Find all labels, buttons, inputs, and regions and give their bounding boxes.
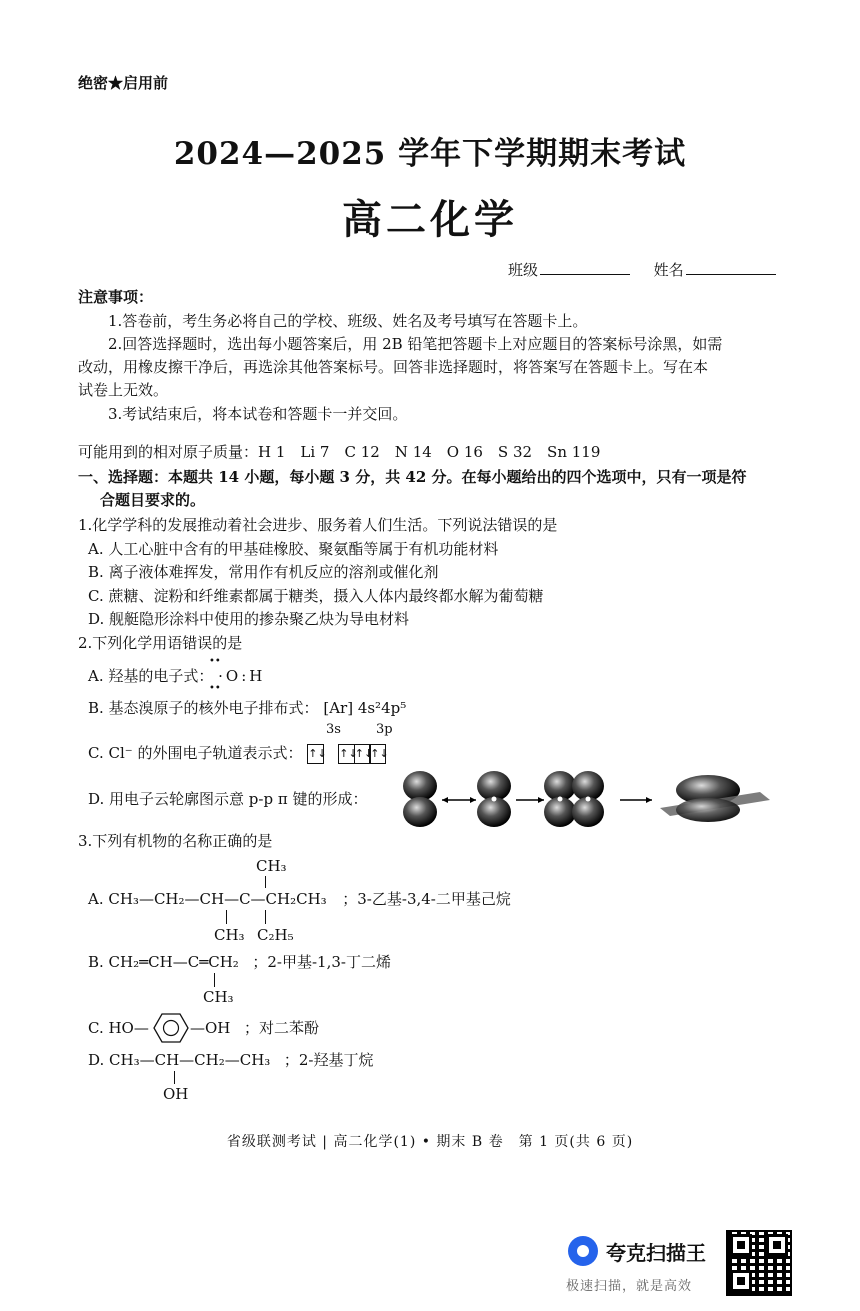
q1-option-d: D. 舰艇隐形涂料中使用的掺杂聚乙炔为导电材料 xyxy=(88,610,410,628)
class-name-fields xyxy=(508,259,776,281)
atomic-masses: 可能用到的相对原子质量：H 1 Li 7 C 12 N 14 O 16 S 32 Sn 119 xyxy=(78,443,601,461)
note-2-line-1: 2.回答选择题时，选出每小题答案后，用 2B 铅笔把答题卡上对应题目的答案标号涂黑，如需 xyxy=(108,335,723,353)
q1-option-a: A. 人工心脏中含有的甲基硅橡胶、聚氨酯等属于有机功能材料 xyxy=(88,540,499,558)
confidential-label: 绝密★启用前 xyxy=(78,74,169,92)
arrow-1 xyxy=(442,797,476,803)
quark-logo-icon xyxy=(568,1236,598,1266)
q3-a-bottom-substituent-2: C₂H₅ xyxy=(257,926,294,944)
q2-b-formula: [Ar] 4s²4p⁵ xyxy=(323,699,407,717)
q3-b-bond-down xyxy=(214,973,215,987)
q2-option-d: D. 用电子云轮廓图示意 p-p π 键的形成： xyxy=(88,790,368,808)
q2-c-3s-label: 3s xyxy=(326,722,341,737)
p-orbital-overlap xyxy=(544,771,604,827)
orbital-box-3s: ↑↓ xyxy=(307,744,324,764)
scanner-brand: 夸克扫描王 xyxy=(606,1241,706,1265)
pi-bond-result xyxy=(660,775,770,822)
q2-c-label: C. Cl⁻ 的外围电子轨道表示式： xyxy=(88,744,303,762)
q3-d-formula: D. CH₃—CH—CH₂—CH₃ xyxy=(88,1051,271,1069)
orbital-box-3p-1: ↑↓ xyxy=(338,744,355,764)
q2-option-b xyxy=(88,697,406,719)
q3-b-name: ；2-甲基-1,3-丁二烯 xyxy=(252,953,391,971)
name-blank xyxy=(686,260,776,275)
q2-c-3p-label: 3p xyxy=(376,722,393,737)
q1-stem: 1.化学学科的发展推动着社会进步、服务着人们生活。下列说法错误的是 xyxy=(78,516,558,534)
q3-a-top-substituent: CH₃ xyxy=(256,857,287,875)
q3-a-bond-down-1 xyxy=(226,910,227,924)
notes-heading: 注意事项： xyxy=(78,288,154,306)
arrow-3 xyxy=(620,797,652,803)
q2-option-c xyxy=(88,742,389,764)
q2-option-a xyxy=(88,665,265,687)
orbital-box-3p-2: ↑↓ xyxy=(354,744,371,764)
p-orbital-left xyxy=(403,771,437,827)
q3-b-bottom-substituent: CH₃ xyxy=(203,988,234,1006)
q3-c-right: —OH xyxy=(190,1019,231,1037)
q2-a-formula: ·O:H xyxy=(218,667,266,685)
q2-b-label: B. 基态溴原子的核外电子排布式： xyxy=(88,699,319,717)
note-3: 3.考试结束后，将本试卷和答题卡一并交回。 xyxy=(108,405,408,423)
note-1: 1.答卷前，考生务必将自己的学校、班级、姓名及考号填写在答题卡上。 xyxy=(108,312,588,330)
q2-a-electron-dots-bottom: •• xyxy=(209,683,221,694)
q3-a-name: ；3-乙基-3,4-二甲基己烷 xyxy=(342,890,511,908)
q3-a-bond-up xyxy=(265,876,266,888)
q3-option-c xyxy=(190,1017,319,1039)
class-label: 班级 xyxy=(508,261,539,279)
q2-a-electron-dots-top: •• xyxy=(209,656,221,667)
arrow-2 xyxy=(516,797,544,803)
q3-option-a xyxy=(88,888,511,910)
qr-code-icon xyxy=(726,1230,792,1296)
q3-c-name: ；对二苯酚 xyxy=(243,1019,319,1037)
note-2-line-3: 试卷上无效。 xyxy=(78,381,169,399)
q3-b-formula: B. CH₂═CH—C═CH₂ xyxy=(88,953,239,971)
q3-a-bond-down-2 xyxy=(265,910,266,924)
q1-option-c: C. 蔗糖、淀粉和纤维素都属于糖类，摄入人体内最终都水解为葡萄糖 xyxy=(88,587,544,605)
q3-option-c-left: C. HO— xyxy=(88,1019,149,1037)
q2-stem: 2.下列化学用语错误的是 xyxy=(78,634,243,652)
subject-title: 高二化学 xyxy=(342,197,518,243)
benzene-ring-icon xyxy=(153,1011,189,1045)
q3-option-b xyxy=(88,951,391,973)
orbital-box-3p-3: ↑↓ xyxy=(369,744,386,764)
q3-d-name: ；2-羟基丁烷 xyxy=(283,1051,374,1069)
name-label: 姓名 xyxy=(653,261,684,279)
q2-a-label: A. 羟基的电子式： xyxy=(88,667,214,685)
q1-option-b: B. 离子液体难挥发，常用作有机反应的溶剂或催化剂 xyxy=(88,563,439,581)
section-1-heading-cont: 合题目要求的。 xyxy=(100,491,206,509)
note-2-line-2: 改动，用橡皮擦干净后，再选涂其他答案标号。回答非选择题时，将答案写在答题卡上。写在本 xyxy=(78,358,709,376)
q3-d-bottom-substituent: OH xyxy=(163,1085,189,1103)
p-orbital-pair-approach xyxy=(477,771,511,827)
pi-bond-orbital-diagram xyxy=(398,770,770,830)
q3-stem: 3.下列有机物的名称正确的是 xyxy=(78,832,273,850)
page-footer: 省级联测考试 | 高二化学(1) • 期末 B 卷 第 1 页(共 6 页) xyxy=(226,1134,634,1150)
exam-title: 2024—2025 学年下学期期末考试 xyxy=(173,136,687,172)
q3-option-d xyxy=(88,1049,374,1071)
q3-a-formula: A. CH₃—CH₂—CH—C—CH₂CH₃ xyxy=(88,890,327,908)
class-blank xyxy=(540,260,630,275)
q3-a-bottom-substituent-1: CH₃ xyxy=(214,926,245,944)
section-1-heading: 一、选择题：本题共 14 小题，每小题 3 分，共 42 分。在每小题给出的四个选项中，只有一项是符 xyxy=(78,468,747,486)
scanner-slogan: 极速扫描，就是高效 xyxy=(566,1279,693,1294)
